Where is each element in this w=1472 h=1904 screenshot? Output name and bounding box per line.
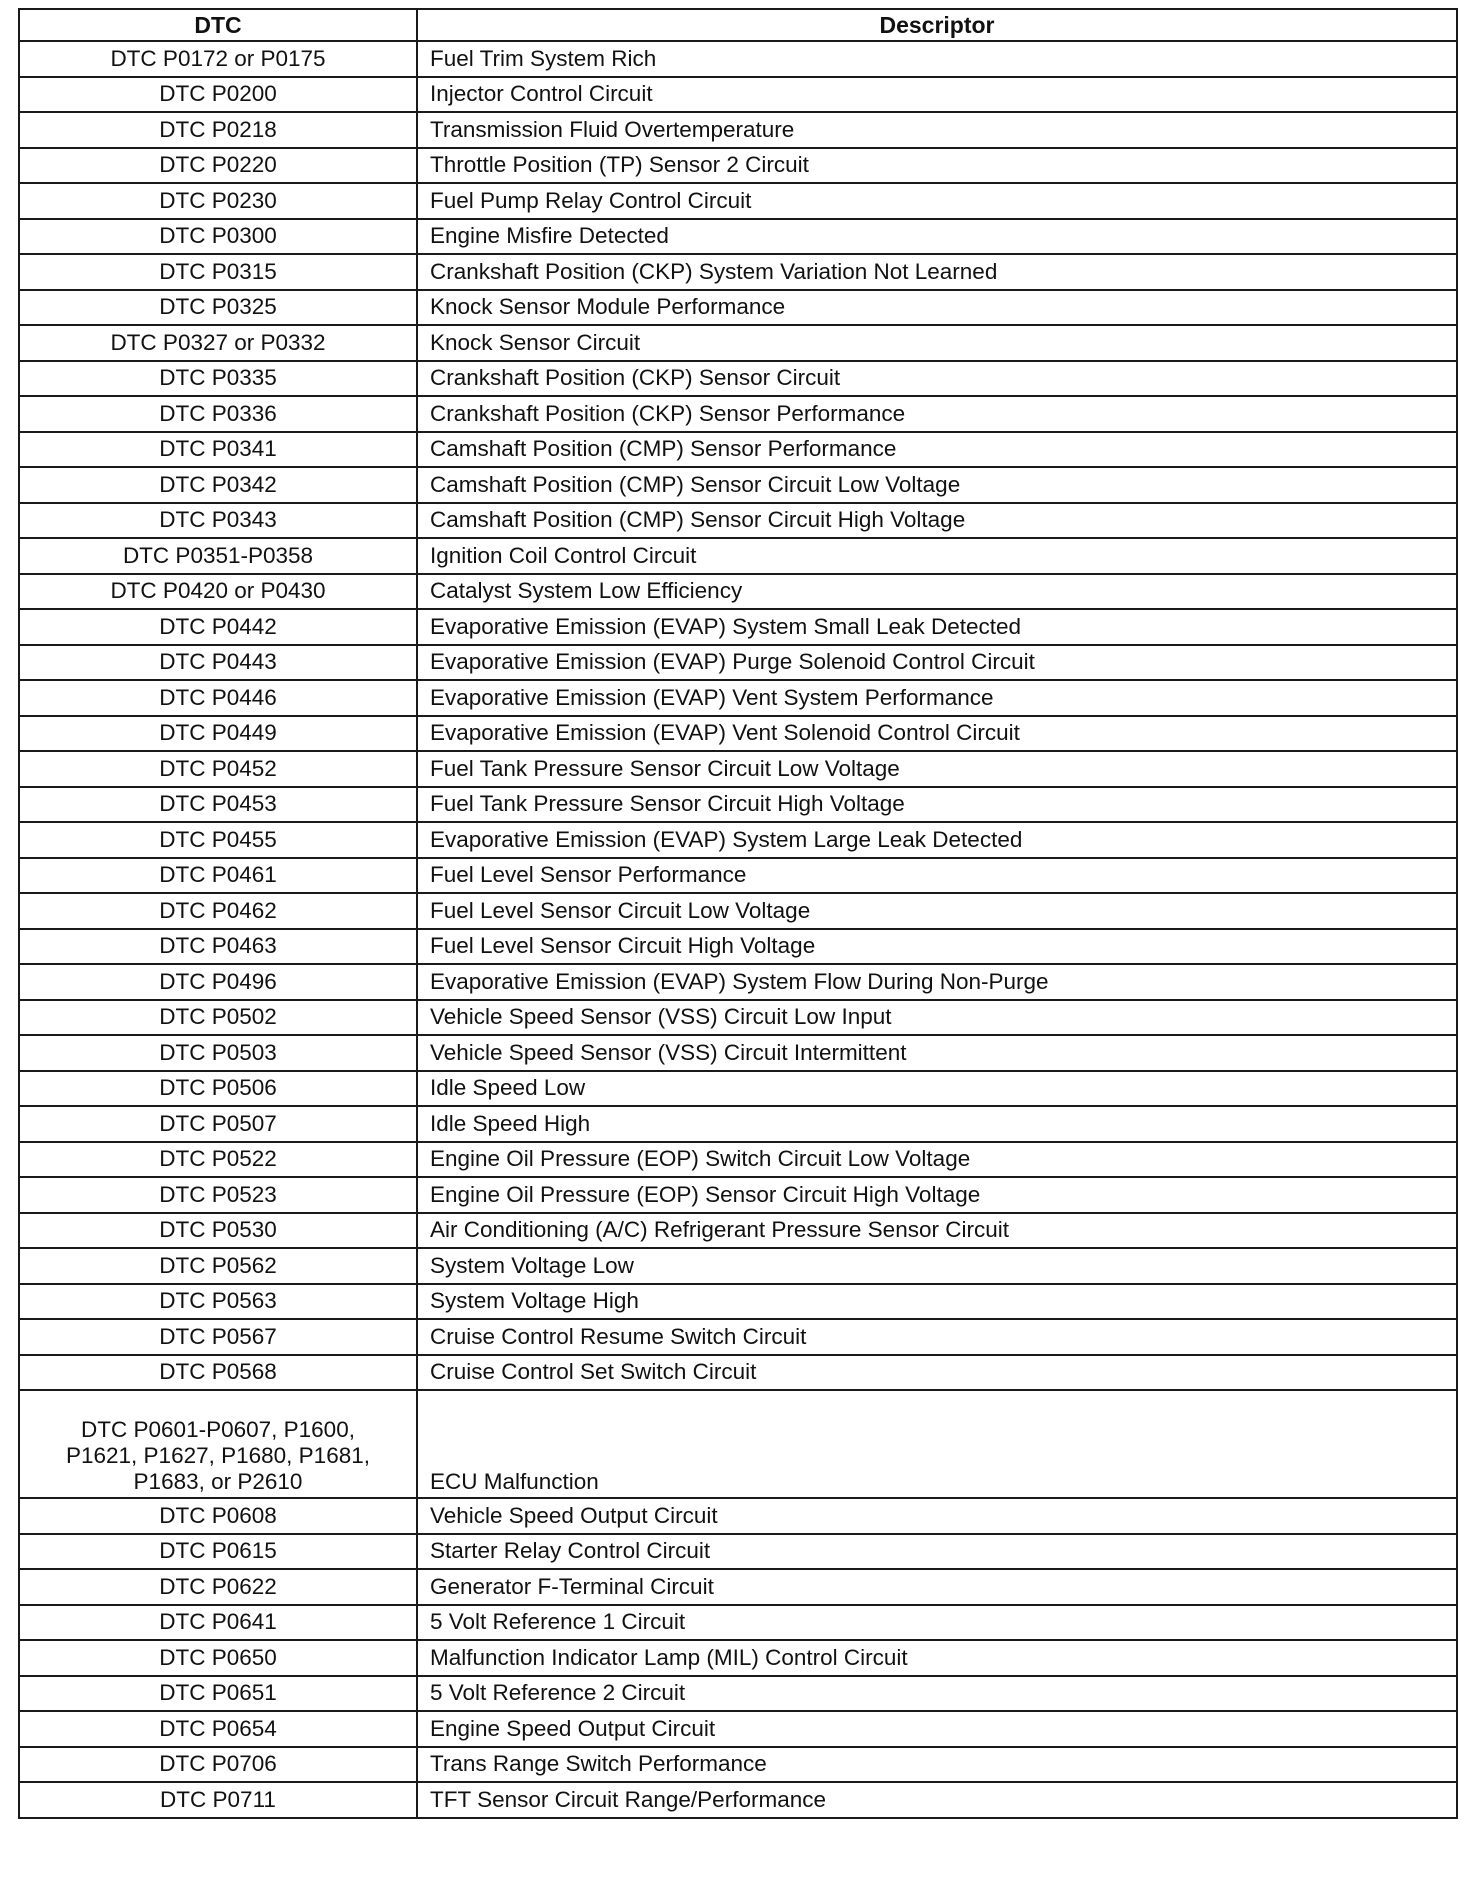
- descriptor-cell: Cruise Control Set Switch Circuit: [417, 1355, 1457, 1391]
- table-row: [19, 645, 1457, 681]
- descriptor-cell: Knock Sensor Circuit: [417, 325, 1457, 361]
- dtc-code-cell: DTC P0336: [19, 396, 417, 432]
- dtc-code-cell: DTC P0706: [19, 1747, 417, 1783]
- table-row: [19, 893, 1457, 929]
- descriptor-cell: Ignition Coil Control Circuit: [417, 538, 1457, 574]
- table-row: [19, 112, 1457, 148]
- table-row: [19, 1177, 1457, 1213]
- descriptor-cell: Crankshaft Position (CKP) System Variation Not Learned: [417, 254, 1457, 290]
- descriptor-cell: 5 Volt Reference 2 Circuit: [417, 1676, 1457, 1712]
- table-row: [19, 467, 1457, 503]
- dtc-code-cell: DTC P0442: [19, 609, 417, 645]
- dtc-code-cell: DTC P0523: [19, 1177, 417, 1213]
- dtc-code-cell: DTC P0343: [19, 503, 417, 539]
- table-row: [19, 1569, 1457, 1605]
- descriptor-cell: Engine Oil Pressure (EOP) Switch Circuit Low Voltage: [417, 1142, 1457, 1178]
- table-row: [19, 1319, 1457, 1355]
- dtc-code-cell: DTC P0496: [19, 964, 417, 1000]
- descriptor-cell: Trans Range Switch Performance: [417, 1747, 1457, 1783]
- dtc-code-cell: DTC P0615: [19, 1534, 417, 1570]
- dtc-code-cell: DTC P0420 or P0430: [19, 574, 417, 610]
- table-row: [19, 361, 1457, 397]
- descriptor-cell: Catalyst System Low Efficiency: [417, 574, 1457, 610]
- table-row: [19, 1782, 1457, 1818]
- table-row: [19, 1711, 1457, 1747]
- dtc-code-cell: DTC P0522: [19, 1142, 417, 1178]
- descriptor-cell: Evaporative Emission (EVAP) System Large Leak Detected: [417, 822, 1457, 858]
- table-row: [19, 432, 1457, 468]
- descriptor-cell: ECU Malfunction: [417, 1390, 1457, 1498]
- dtc-code-cell: DTC P0651: [19, 1676, 417, 1712]
- dtc-code-line: P1621, P1627, P1680, P1681,: [65, 1443, 370, 1468]
- dtc-code-cell: DTC P0562: [19, 1248, 417, 1284]
- dtc-code-cell: DTC P0341: [19, 432, 417, 468]
- table-row: [19, 1640, 1457, 1676]
- table-row: [19, 254, 1457, 290]
- table-row: [19, 1534, 1457, 1570]
- descriptor-cell: Engine Misfire Detected: [417, 219, 1457, 255]
- dtc-code-cell: DTC P0502: [19, 1000, 417, 1036]
- table-row: [19, 1213, 1457, 1249]
- descriptor-cell: Idle Speed Low: [417, 1071, 1457, 1107]
- table-row: [19, 787, 1457, 823]
- table-row: [19, 183, 1457, 219]
- table-row: [19, 1676, 1457, 1712]
- descriptor-cell: Fuel Level Sensor Circuit Low Voltage: [417, 893, 1457, 929]
- table-row: [19, 325, 1457, 361]
- descriptor-cell: Crankshaft Position (CKP) Sensor Performance: [417, 396, 1457, 432]
- descriptor-cell: Evaporative Emission (EVAP) System Flow During Non-Purge: [417, 964, 1457, 1000]
- dtc-code-cell: DTC P0507: [19, 1106, 417, 1142]
- dtc-code-cell: DTC P0608: [19, 1498, 417, 1534]
- table-row: [19, 1498, 1457, 1534]
- dtc-code-cell: DTC P0172 or P0175: [19, 41, 417, 77]
- descriptor-cell: TFT Sensor Circuit Range/Performance: [417, 1782, 1457, 1818]
- table-row: [19, 574, 1457, 610]
- descriptor-cell: Fuel Level Sensor Performance: [417, 858, 1457, 894]
- table-row: [19, 822, 1457, 858]
- table-row: [19, 964, 1457, 1000]
- table-row: [19, 148, 1457, 184]
- descriptor-cell: Fuel Trim System Rich: [417, 41, 1457, 77]
- dtc-code-cell: DTC P0641: [19, 1605, 417, 1641]
- table-row: [19, 1142, 1457, 1178]
- descriptor-cell: Generator F-Terminal Circuit: [417, 1569, 1457, 1605]
- table-row: [19, 858, 1457, 894]
- table-row: [19, 1390, 1457, 1498]
- descriptor-cell: Crankshaft Position (CKP) Sensor Circuit: [417, 361, 1457, 397]
- descriptor-cell: Fuel Tank Pressure Sensor Circuit High Voltage: [417, 787, 1457, 823]
- descriptor-cell: Knock Sensor Module Performance: [417, 290, 1457, 326]
- dtc-code-cell: DTC P0230: [19, 183, 417, 219]
- table-row: [19, 929, 1457, 965]
- descriptor-cell: Fuel Tank Pressure Sensor Circuit Low Voltage: [417, 751, 1457, 787]
- descriptor-cell: Starter Relay Control Circuit: [417, 1534, 1457, 1570]
- descriptor-cell: Vehicle Speed Output Circuit: [417, 1498, 1457, 1534]
- dtc-table: [18, 8, 1458, 1819]
- dtc-code-cell: DTC P0218: [19, 112, 417, 148]
- dtc-code-cell: DTC P0335: [19, 361, 417, 397]
- table-row: [19, 1000, 1457, 1036]
- dtc-code-cell: DTC P0200: [19, 77, 417, 113]
- table-row: [19, 1106, 1457, 1142]
- dtc-code-cell: DTC P0654: [19, 1711, 417, 1747]
- dtc-code-cell: DTC P0449: [19, 716, 417, 752]
- descriptor-cell: Evaporative Emission (EVAP) Vent System Performance: [417, 680, 1457, 716]
- dtc-code-cell: DTC P0325: [19, 290, 417, 326]
- table-row: [19, 1355, 1457, 1391]
- table-row: [19, 680, 1457, 716]
- table-row: [19, 1248, 1457, 1284]
- descriptor-cell: Air Conditioning (A/C) Refrigerant Pressure Sensor Circuit: [417, 1213, 1457, 1249]
- descriptor-cell: System Voltage High: [417, 1284, 1457, 1320]
- table-row: [19, 77, 1457, 113]
- dtc-code-cell: DTC P0650: [19, 1640, 417, 1676]
- table-row: [19, 1035, 1457, 1071]
- dtc-code-cell: DTC P0567: [19, 1319, 417, 1355]
- table-row: [19, 290, 1457, 326]
- dtc-code-cell: DTC P0563: [19, 1284, 417, 1320]
- dtc-code-cell: DTC P0506: [19, 1071, 417, 1107]
- header-row: [19, 9, 1457, 41]
- descriptor-cell: Engine Speed Output Circuit: [417, 1711, 1457, 1747]
- descriptor-cell: Vehicle Speed Sensor (VSS) Circuit Low Input: [417, 1000, 1457, 1036]
- dtc-code-cell: DTC P0446: [19, 680, 417, 716]
- descriptor-cell: 5 Volt Reference 1 Circuit: [417, 1605, 1457, 1641]
- dtc-code-cell: DTC P0530: [19, 1213, 417, 1249]
- column-header-descriptor: Descriptor: [417, 9, 1457, 41]
- dtc-code-cell: DTC P0461: [19, 858, 417, 894]
- table-row: [19, 1284, 1457, 1320]
- table-row: [19, 503, 1457, 539]
- descriptor-cell: Evaporative Emission (EVAP) Purge Solenoid Control Circuit: [417, 645, 1457, 681]
- descriptor-cell: Malfunction Indicator Lamp (MIL) Control Circuit: [417, 1640, 1457, 1676]
- dtc-code-cell: DTC P0462: [19, 893, 417, 929]
- dtc-code-line: P1683, or P2610: [133, 1469, 303, 1494]
- dtc-code-line: DTC P0601-P0607, P1600,: [81, 1417, 355, 1442]
- dtc-code-cell: DTC P0455: [19, 822, 417, 858]
- dtc-code-cell: DTC P0622: [19, 1569, 417, 1605]
- dtc-code-cell: DTC P0463: [19, 929, 417, 965]
- table-row: [19, 1747, 1457, 1783]
- dtc-code-cell: DTC P0220: [19, 148, 417, 184]
- descriptor-cell: Fuel Level Sensor Circuit High Voltage: [417, 929, 1457, 965]
- descriptor-cell: Evaporative Emission (EVAP) Vent Solenoid Control Circuit: [417, 716, 1457, 752]
- table-row: [19, 538, 1457, 574]
- dtc-code-cell: DTC P0327 or P0332: [19, 325, 417, 361]
- descriptor-cell: Evaporative Emission (EVAP) System Small Leak Detected: [417, 609, 1457, 645]
- descriptor-cell: Throttle Position (TP) Sensor 2 Circuit: [417, 148, 1457, 184]
- dtc-code-cell: DTC P0300: [19, 219, 417, 255]
- descriptor-cell: Camshaft Position (CMP) Sensor Circuit Low Voltage: [417, 467, 1457, 503]
- document-page: [18, 8, 1456, 1819]
- descriptor-cell: Injector Control Circuit: [417, 77, 1457, 113]
- descriptor-cell: Fuel Pump Relay Control Circuit: [417, 183, 1457, 219]
- descriptor-cell: System Voltage Low: [417, 1248, 1457, 1284]
- dtc-code-cell: DTC P0711: [19, 1782, 417, 1818]
- table-row: [19, 751, 1457, 787]
- dtc-code-cell: DTC P0443: [19, 645, 417, 681]
- dtc-code-cell: DTC P0452: [19, 751, 417, 787]
- descriptor-cell: Cruise Control Resume Switch Circuit: [417, 1319, 1457, 1355]
- column-header-dtc: DTC: [19, 9, 417, 41]
- table-row: [19, 396, 1457, 432]
- table-body: [19, 41, 1457, 1818]
- descriptor-cell: Camshaft Position (CMP) Sensor Circuit High Voltage: [417, 503, 1457, 539]
- descriptor-cell: Transmission Fluid Overtemperature: [417, 112, 1457, 148]
- table-row: [19, 1071, 1457, 1107]
- dtc-code-cell: DTC P0453: [19, 787, 417, 823]
- table-row: [19, 41, 1457, 77]
- dtc-code-cell: [19, 1390, 417, 1498]
- descriptor-cell: Engine Oil Pressure (EOP) Sensor Circuit High Voltage: [417, 1177, 1457, 1213]
- dtc-code-cell: DTC P0503: [19, 1035, 417, 1071]
- dtc-code-cell: DTC P0568: [19, 1355, 417, 1391]
- table-row: [19, 1605, 1457, 1641]
- dtc-code-cell: DTC P0351-P0358: [19, 538, 417, 574]
- dtc-code-cell: DTC P0315: [19, 254, 417, 290]
- table-row: [19, 609, 1457, 645]
- descriptor-cell: Idle Speed High: [417, 1106, 1457, 1142]
- dtc-code-cell: DTC P0342: [19, 467, 417, 503]
- descriptor-cell: Camshaft Position (CMP) Sensor Performance: [417, 432, 1457, 468]
- descriptor-cell: Vehicle Speed Sensor (VSS) Circuit Intermittent: [417, 1035, 1457, 1071]
- table-header: [19, 9, 1457, 41]
- table-row: [19, 219, 1457, 255]
- table-row: [19, 716, 1457, 752]
